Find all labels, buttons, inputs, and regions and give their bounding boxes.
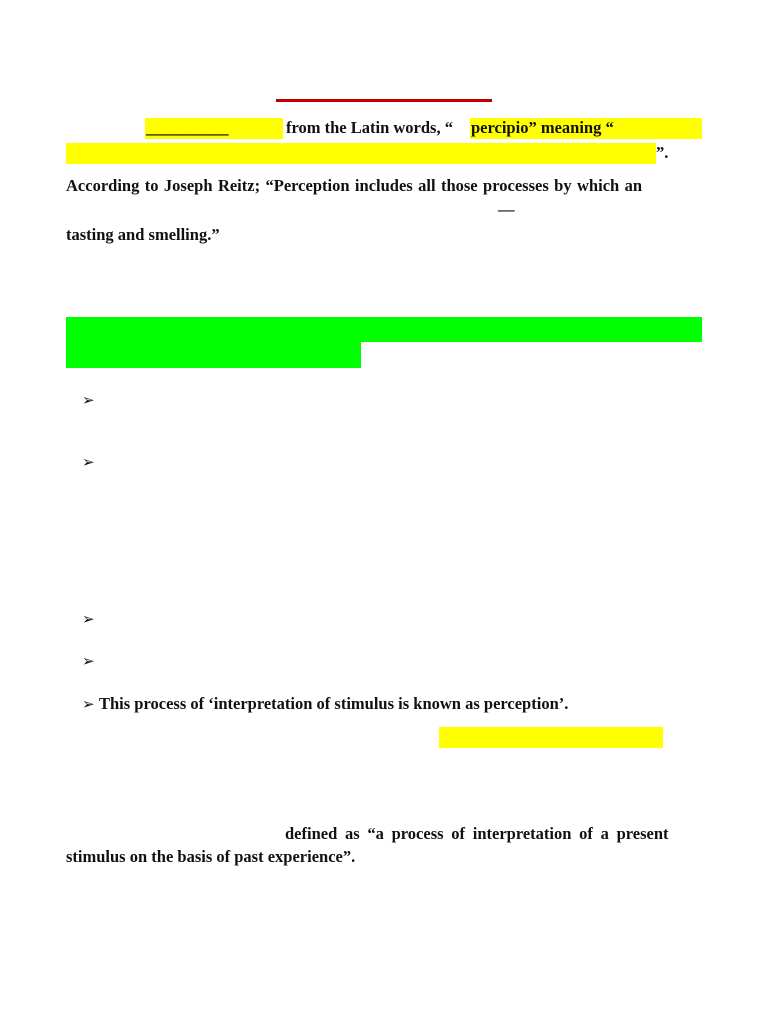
para1-line1-text: from the Latin words, “: [286, 118, 453, 137]
para2-line1: According to Joseph Reitz; “Perception includes all those processes by which an: [66, 176, 643, 195]
highlight-yellow-block: [439, 727, 663, 748]
highlight-green-line1: [66, 317, 702, 342]
bullet-5-text: This process of ‘interpretation of stimulus is known as perception’.: [99, 694, 569, 713]
para1-percipio-text: percipio” meaning “: [471, 118, 614, 137]
para3-line2: stimulus on the basis of past experience”.: [66, 847, 356, 866]
bullet-5-icon: ➢: [82, 695, 95, 713]
highlight-green-line2: [66, 342, 361, 368]
para3-line1: defined as “a process of interpretation of a present: [285, 824, 669, 843]
para2-dash: —: [498, 200, 515, 219]
title-underline: [276, 99, 492, 102]
para1-line2-end: ”.: [656, 143, 669, 162]
highlight-meaning-line: [66, 143, 656, 164]
bullet-4-icon: ➢: [82, 652, 95, 670]
bullet-2-icon: ➢: [82, 453, 95, 471]
bullet-3-icon: ➢: [82, 610, 95, 628]
para2-line3: tasting and smelling.”: [66, 225, 220, 244]
blank-underscores: __________: [146, 118, 229, 137]
bullet-1-icon: ➢: [82, 391, 95, 409]
